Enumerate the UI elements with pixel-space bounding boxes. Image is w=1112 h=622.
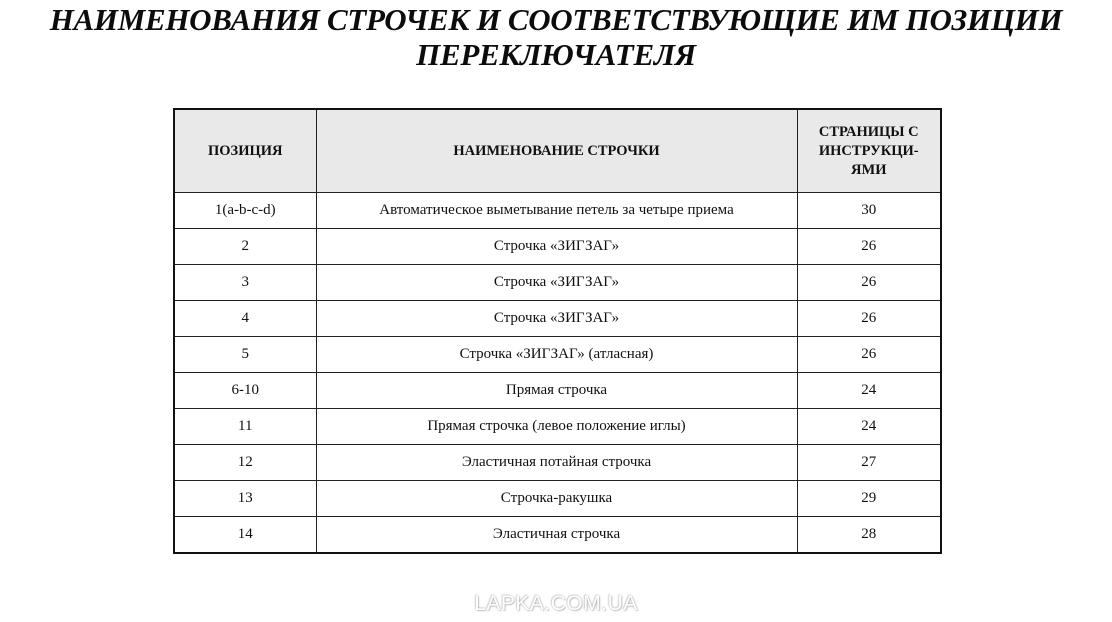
cell-position: 4 xyxy=(174,301,316,337)
page-title-line-2: ПЕРЕКЛЮЧАТЕЛЯ xyxy=(416,37,696,72)
table-row xyxy=(174,301,941,337)
table-header-row xyxy=(174,109,941,193)
table-row xyxy=(174,517,941,554)
cell-stitch-name: Строчка-ракушка xyxy=(316,481,797,517)
column-header-pages: СТРАНИЦЫ С ИНСТРУКЦИ-ЯМИ xyxy=(797,109,941,193)
table-row xyxy=(174,373,941,409)
column-header-stitch-name: НАИМЕНОВАНИЕ СТРОЧКИ xyxy=(316,109,797,193)
table-row xyxy=(174,337,941,373)
cell-page: 26 xyxy=(797,229,941,265)
cell-stitch-name: Строчка «ЗИГЗАГ» xyxy=(316,229,797,265)
cell-position: 3 xyxy=(174,265,316,301)
cell-stitch-name: Строчка «ЗИГЗАГ» (атласная) xyxy=(316,337,797,373)
cell-stitch-name: Строчка «ЗИГЗАГ» xyxy=(316,265,797,301)
cell-stitch-name: Эластичная потайная строчка xyxy=(316,445,797,481)
page-title-line-1: НАИМЕНОВАНИЯ СТРОЧЕК И СООТВЕТСТВУЮЩИЕ ИМ ПОЗИЦИИ xyxy=(49,2,1063,37)
cell-page: 24 xyxy=(797,373,941,409)
stitch-table-container xyxy=(173,108,940,554)
cell-page: 30 xyxy=(797,193,941,229)
table-row xyxy=(174,445,941,481)
stitch-table xyxy=(173,108,942,554)
column-header-position: ПОЗИЦИЯ xyxy=(174,109,316,193)
table-header xyxy=(174,109,941,193)
table-row xyxy=(174,193,941,229)
watermark: LAPKA.COM.UA xyxy=(474,592,638,615)
cell-position: 2 xyxy=(174,229,316,265)
cell-page: 27 xyxy=(797,445,941,481)
cell-page: 26 xyxy=(797,265,941,301)
cell-position: 12 xyxy=(174,445,316,481)
cell-stitch-name: Эластичная строчка xyxy=(316,517,797,554)
table-row xyxy=(174,229,941,265)
table-row xyxy=(174,265,941,301)
table-row xyxy=(174,481,941,517)
cell-page: 29 xyxy=(797,481,941,517)
page-title xyxy=(0,2,1112,72)
cell-page: 26 xyxy=(797,301,941,337)
cell-stitch-name: Автоматическое выметывание петель за четыре приема xyxy=(316,193,797,229)
cell-page: 26 xyxy=(797,337,941,373)
cell-position: 14 xyxy=(174,517,316,554)
table-body xyxy=(174,193,941,554)
cell-stitch-name: Прямая строчка (левое положение иглы) xyxy=(316,409,797,445)
table-row xyxy=(174,409,941,445)
cell-position: 1(a-b-c-d) xyxy=(174,193,316,229)
cell-position: 6-10 xyxy=(174,373,316,409)
cell-stitch-name: Строчка «ЗИГЗАГ» xyxy=(316,301,797,337)
cell-page: 24 xyxy=(797,409,941,445)
cell-position: 5 xyxy=(174,337,316,373)
cell-stitch-name: Прямая строчка xyxy=(316,373,797,409)
cell-page: 28 xyxy=(797,517,941,554)
cell-position: 11 xyxy=(174,409,316,445)
cell-position: 13 xyxy=(174,481,316,517)
